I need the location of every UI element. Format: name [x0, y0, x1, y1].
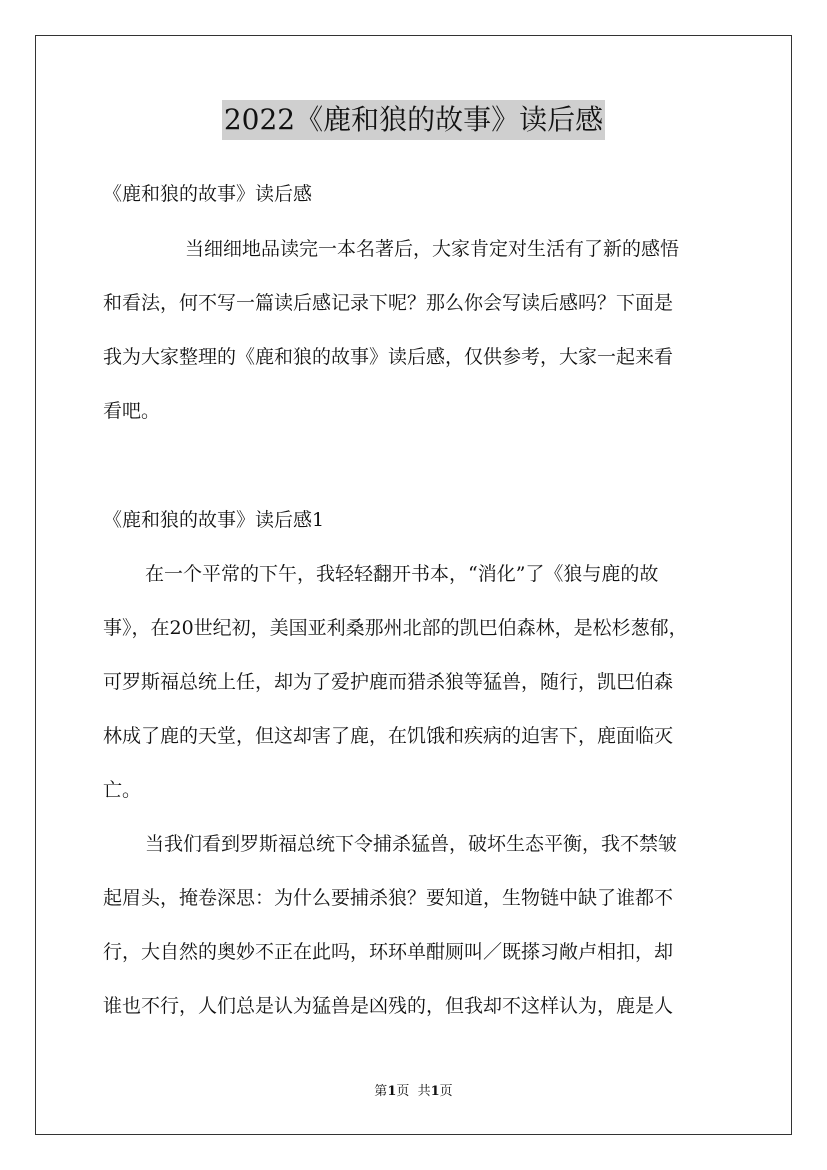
page-footer	[0, 1083, 827, 1101]
para2-line-4: 谁也不行，人们总是认为猛兽是凶残的，但我却不这样认为，鹿是人	[103, 995, 674, 1017]
title-container	[0, 100, 827, 140]
para1-line-2: 事》，在20世纪初，美国亚利桑那州北部的凯巴伯森林，是松杉葱郁，	[103, 617, 688, 639]
footer-mid: 页 共	[396, 1084, 431, 1099]
document-title: 2022《鹿和狼的故事》读后感	[222, 100, 605, 140]
footer-page-total: 1	[430, 1084, 440, 1099]
footer-suffix: 页	[439, 1084, 453, 1099]
footer-page-number: 1	[387, 1084, 397, 1099]
para1-line-4: 林成了鹿的天堂，但这却害了鹿，在饥饿和疾病的迫害下，鹿面临灭	[103, 725, 674, 747]
para1-line-3: 可罗斯福总统上任，却为了爱护鹿而猎杀狼等猛兽，随行，凯巴伯森	[103, 671, 674, 693]
intro-line-1: 当细细地品读完一本名著后，大家肯定对生活有了新的感悟	[185, 238, 680, 260]
para2-line-2: 起眉头，掩卷深思：为什么要捕杀狼？要知道，生物链中缺了谁都不	[103, 887, 674, 909]
para1-line-1: 在一个平常的下午，我轻轻翻开书本，“消化”了《狼与鹿的故	[145, 563, 659, 585]
subtitle: 《鹿和狼的故事》读后感	[103, 183, 313, 205]
footer-prefix: 第	[374, 1084, 388, 1099]
para2-line-1: 当我们看到罗斯福总统下令捕杀猛兽，破坏生态平衡，我不禁皱	[145, 833, 678, 855]
intro-line-4: 看吧。	[103, 400, 161, 422]
intro-line-3: 我为大家整理的《鹿和狼的故事》读后感，仅供参考，大家一起来看	[103, 346, 674, 368]
para2-line-3: 行，大自然的奥妙不正在此吗，环环单酣厕叫／既搽习敞卢相扣，却	[103, 941, 674, 963]
para1-line-5: 亡。	[103, 779, 142, 801]
intro-line-2: 和看法，何不写一篇读后感记录下呢？那么你会写读后感吗？下面是	[103, 292, 674, 314]
section-heading: 《鹿和狼的故事》读后感1	[103, 509, 325, 531]
